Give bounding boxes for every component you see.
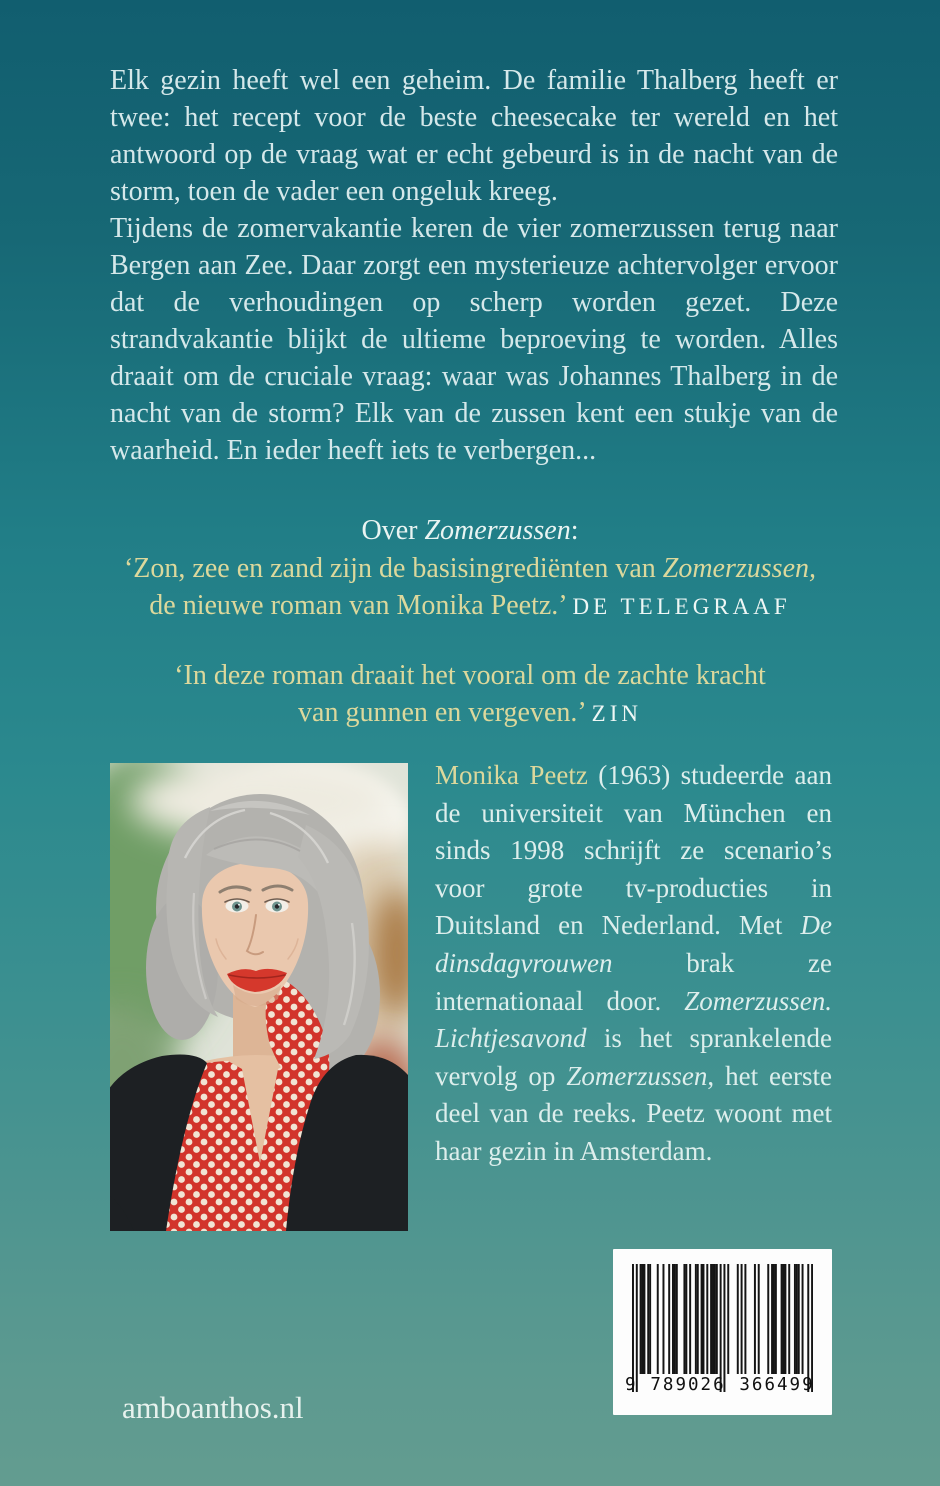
author-photo-illustration: [110, 763, 408, 1231]
blurb-paragraph-2: Tijdens de zomervakantie keren de vier zomerzussen terug naar Bergen aan Zee. Daar zorgt een mysterieuze achtervolger ervoor dat de verhoudingen op scherp worden gezet. Deze strandvakantie blijkt de ultieme beproeving te worden. Alles draait om de cruciale vraag: waar was Johannes Thalberg in de nacht van de storm? Elk van de zussen kent een stukje van de waarheid. En ieder heeft iets te verbergen...: [110, 213, 838, 466]
author-bio: Monika Peetz (1963) studeerde aan de universiteit van München en sinds 1998 schrijft ze scenario’s voor grote tv-producties in Duitsland en Nederland. Met De dinsdagvrouwen brak ze internationaal door. Zomerzussen. Lichtjesavond is het sprankelende vervolg op Zomerzussen, het eerste deel van de reeks. Peetz woont met haar gezin in Amsterdam.: [435, 760, 832, 1166]
publisher-website: amboanthos.nl: [122, 1390, 304, 1425]
blurb: [110, 62, 838, 469]
blurb-paragraph-1: Elk gezin heeft wel een geheim. De familie Thalberg heeft er twee: het recept voor de beste cheesecake ter wereld en het antwoord op de vraag wat er echt gebeurd is in de nacht van de storm, toen de vader een ongeluk kreeg.: [110, 65, 838, 207]
review-quote-zin-line2: van gunnen en vergeven.’ ZIN: [298, 697, 642, 728]
review-quote-zin-line1: ‘In deze roman draait het vooral om de zachte kracht: [174, 659, 766, 691]
reviews-section: [0, 512, 940, 733]
reviews-heading: Over Zomerzussen:: [361, 515, 579, 546]
barcode-digits-left: 789026: [650, 1375, 726, 1395]
barcode-number: [625, 1374, 820, 1398]
review-quote-telegraaf-line1: ‘Zon, zee en zand zijn de basisingrediënten van Zomerzussen,: [123, 552, 816, 584]
author-photo: [110, 763, 408, 1231]
barcode: [613, 1249, 832, 1415]
barcode-digits-right: 366499: [739, 1375, 815, 1395]
review-quote-telegraaf-line2: de nieuwe roman van Monika Peetz.’ DE TELEGRAAF: [149, 590, 791, 621]
barcode-digit-prefix: 9: [625, 1375, 636, 1395]
